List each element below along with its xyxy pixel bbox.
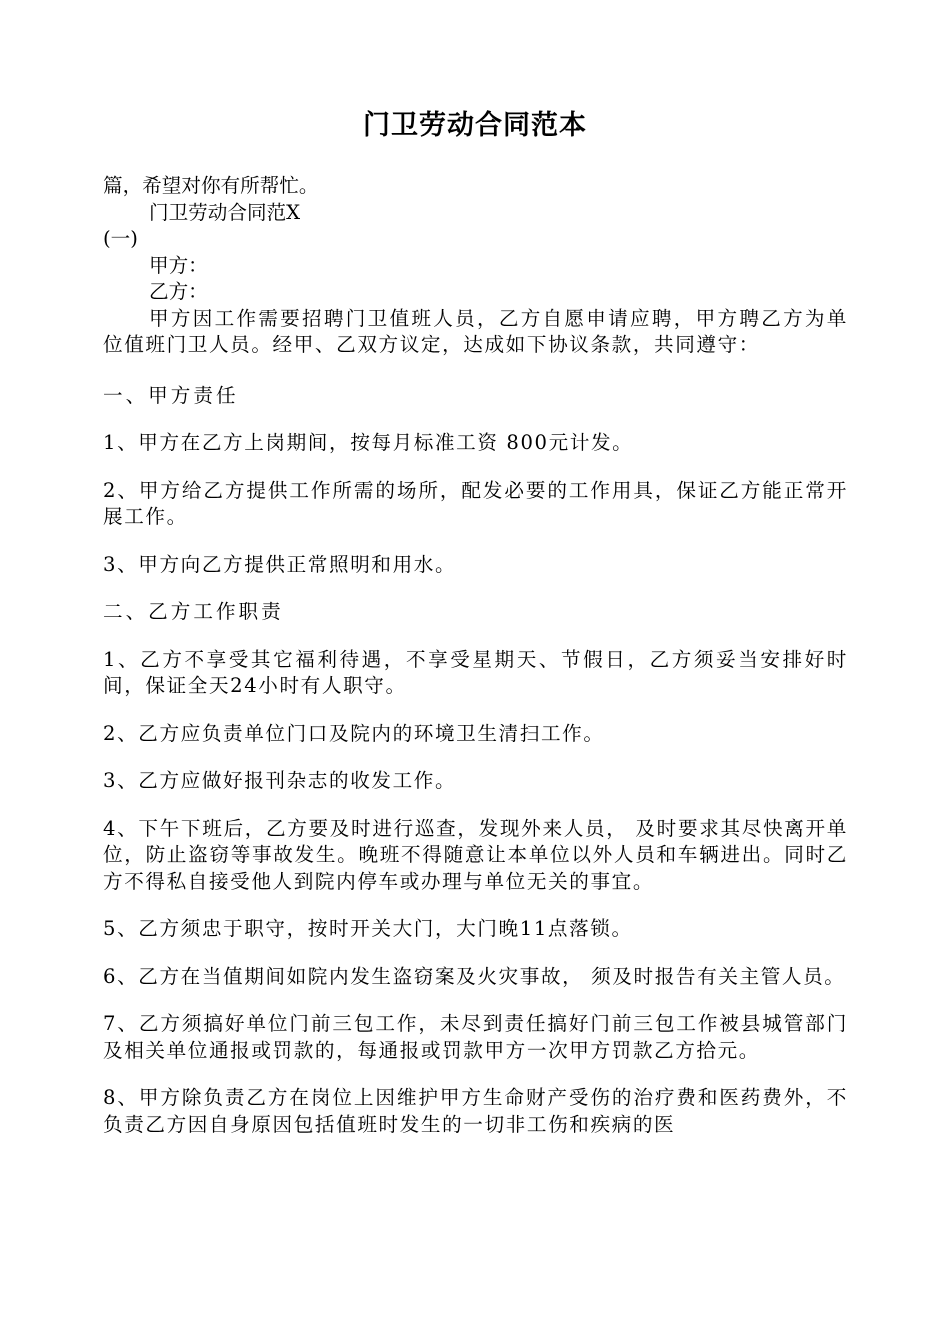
preamble-paragraph: 甲方因工作需要招聘门卫值班人员，乙方自愿申请应聘，甲方聘乙方为单位值班门卫人员。经甲、乙双方议定，达成如下协议条款，共同遵守：: [103, 306, 848, 356]
party-a-label: 甲方：: [149, 253, 208, 277]
clause-paragraph: 1、甲方在乙方上岗期间，按每月标准工资 800元计发。: [103, 431, 634, 454]
section-heading: 一、甲方责任: [103, 383, 239, 407]
clause-paragraph: 2、甲方给乙方提供工作所需的场所，配发必要的工作用具，保证乙方能正常开展工作。: [103, 478, 848, 528]
clause-paragraph: 8、甲方除负责乙方在岗位上因维护甲方生命财产受伤的治疗费和医药费外，不负责乙方因自身原因包括值班时发生的一切非工伤和疾病的医: [103, 1086, 848, 1136]
party-b-label: 乙方：: [149, 280, 208, 303]
clause-paragraph: 3、乙方应做好报刊杂志的收发工作。: [103, 769, 457, 792]
clause-paragraph: 7、乙方须搞好单位门前三包工作，未尽到责任搞好门前三包工作被县城管部门及相关单位通报或罚款的，每通报或罚款甲方一次甲方罚款乙方拾元。: [103, 1012, 848, 1062]
section-heading: 二、乙方工作职责: [103, 600, 284, 623]
intro-line: 门卫劳动合同范X: [149, 200, 301, 224]
clause-paragraph: 2、乙方应负责单位门口及院内的环境卫生清扫工作。: [103, 721, 605, 745]
clause-paragraph: 6、乙方在当值期间如院内发生盗窃案及火灾事故， 须及时报告有关主管人员。: [103, 964, 846, 988]
clause-paragraph: 5、乙方须忠于职守，按时开关大门，大门晚11点落锁。: [103, 917, 633, 940]
clause-paragraph: 1、乙方不享受其它福利待遇，不享受星期天、节假日，乙方须妥当安排好时间，保证全天24小时有人职守。: [103, 647, 848, 697]
intro-line: 篇，希望对你有所帮忙。: [103, 174, 319, 197]
intro-line: (一): [103, 227, 138, 250]
document-title: 门卫劳动合同范本: [363, 110, 587, 141]
clause-paragraph: 4、下午下班后，乙方要及时进行巡查，发现外来人员， 及时要求其尽快离开单位，防止盗窃等事故发生。晚班不得随意让本单位以外人员和车辆进出。同时乙方不得私自接受他人到院内停车或办理与单位无关的事宜。: [103, 816, 848, 893]
clause-paragraph: 3、甲方向乙方提供正常照明和用水。: [103, 552, 457, 576]
document-body: [103, 173, 848, 1159]
